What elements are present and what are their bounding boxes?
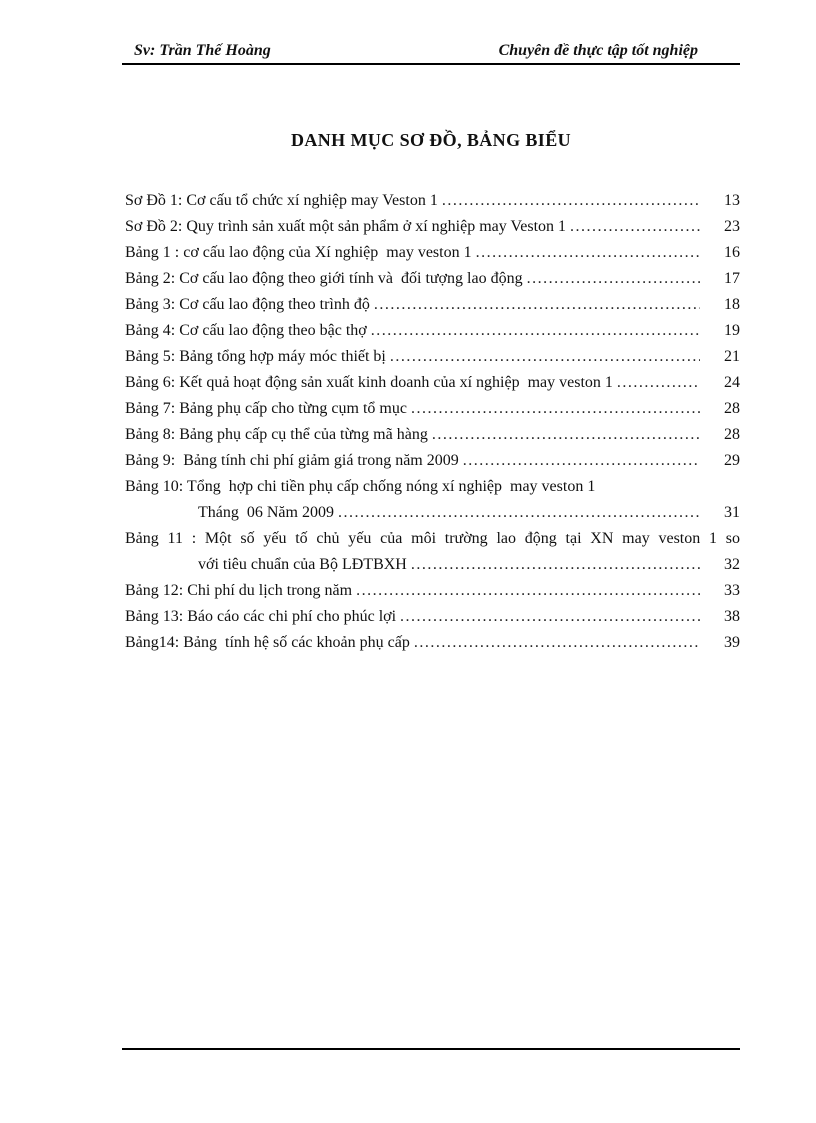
dotted-leader (527, 266, 700, 292)
header-author: Sv: Trần Thế Hoàng (134, 42, 271, 59)
toc-entry-page: 28 (724, 426, 740, 443)
toc-entry-page: 17 (724, 270, 740, 287)
toc-entry-page: 24 (724, 374, 740, 391)
toc-entry-page: 39 (724, 634, 740, 651)
toc-entry-page: 19 (724, 322, 740, 339)
toc-entry-text: Bảng 6: Kết quả hoạt động sản xuất kinh doanh của xí nghiệp may veston 1 (125, 374, 613, 391)
toc-entry (125, 318, 740, 344)
toc-entry (125, 188, 740, 214)
toc-entry (125, 630, 740, 656)
dotted-leader (400, 604, 700, 630)
toc-entry (125, 240, 740, 266)
toc-entry-text: Bảng 9: Bảng tính chi phí giảm giá trong năm 2009 (125, 452, 459, 469)
toc-entry (125, 500, 740, 526)
toc-entry (125, 474, 740, 500)
toc-entry (125, 526, 740, 552)
toc-entry-text: Sơ Đồ 2: Quy trình sản xuất một sản phẩm ở xí nghiệp may Veston 1 (125, 218, 567, 235)
toc-entry-text: với tiêu chuẩn của Bộ LĐTBXH (198, 556, 407, 573)
toc-entry-page: 23 (724, 218, 740, 235)
toc-entry-page: 29 (724, 452, 740, 469)
toc-entry-text: Bảng 4: Cơ cấu lao động theo bậc thợ (125, 322, 367, 339)
toc-entry-text: Bảng 12: Chi phí du lịch trong năm (125, 582, 353, 599)
dotted-leader (414, 630, 700, 656)
dotted-leader (356, 578, 700, 604)
toc-entry-page: 21 (724, 348, 740, 365)
header-subject: Chuyên đề thực tập tốt nghiệp (498, 42, 698, 59)
toc-entry-text: Bảng 10: Tổng hợp chi tiền phụ cấp chống nóng xí nghiệp may veston 1 (125, 478, 596, 495)
dotted-leader (338, 500, 700, 526)
toc-entry-text: Bảng 8: Bảng phụ cấp cụ thể của từng mã hàng (125, 426, 428, 443)
toc-entry-text: Bảng14: Bảng tính hệ số các khoản phụ cấp (125, 634, 410, 651)
page-title: DANH MỤC SƠ ĐỒ, BẢNG BIỂU (290, 130, 572, 150)
toc-entry-text: Tháng 06 Năm 2009 (198, 504, 334, 521)
toc-entry-page: 16 (724, 244, 740, 261)
toc-entry-page: 13 (724, 192, 740, 209)
toc-entry (125, 266, 740, 292)
toc-entry (125, 578, 740, 604)
dotted-leader (570, 214, 700, 240)
toc-entry (125, 370, 740, 396)
footer-rule (122, 1048, 740, 1050)
dotted-leader (411, 396, 700, 422)
toc-entry (125, 552, 740, 578)
page-header (122, 42, 740, 65)
toc-entry (125, 214, 740, 240)
toc-entry (125, 422, 740, 448)
toc-list (125, 188, 740, 656)
dotted-leader (432, 422, 700, 448)
toc-entry-page: 28 (724, 400, 740, 417)
dotted-leader (374, 292, 700, 318)
dotted-leader (411, 552, 700, 578)
toc-entry-text: Bảng 5: Bảng tổng hợp máy móc thiết bị (125, 348, 386, 365)
toc-entry-page: 18 (724, 296, 740, 313)
toc-entry-text: Bảng 7: Bảng phụ cấp cho từng cụm tổ mục (125, 400, 407, 417)
dotted-leader (463, 448, 700, 474)
toc-entry-text: Bảng 13: Báo cáo các chi phí cho phúc lợi (125, 608, 397, 625)
toc-entry (125, 344, 740, 370)
dotted-leader (442, 188, 700, 214)
dotted-leader (617, 370, 700, 396)
toc-entry (125, 448, 740, 474)
toc-entry-text: Bảng 11 : Một số yếu tố chủ yếu của môi trường lao động tại XN may veston 1 so (125, 530, 740, 547)
toc-entry (125, 292, 740, 318)
dotted-leader (390, 344, 700, 370)
toc-entry-text: Sơ Đồ 1: Cơ cấu tổ chức xí nghiệp may Veston 1 (125, 192, 438, 209)
toc-entry-text: Bảng 1 : cơ cấu lao động của Xí nghiệp may veston 1 (125, 244, 472, 261)
toc-entry-text: Bảng 2: Cơ cấu lao động theo giới tính và đối tượng lao động (125, 270, 523, 287)
toc-entry (125, 604, 740, 630)
toc-entry (125, 396, 740, 422)
toc-entry-text: Bảng 3: Cơ cấu lao động theo trình độ (125, 296, 370, 313)
toc-entry-page: 31 (724, 504, 740, 521)
toc-entry-page: 33 (724, 582, 740, 599)
dotted-leader (476, 240, 700, 266)
dotted-leader (371, 318, 700, 344)
toc-entry-page: 38 (724, 608, 740, 625)
toc-entry-page: 32 (724, 556, 740, 573)
